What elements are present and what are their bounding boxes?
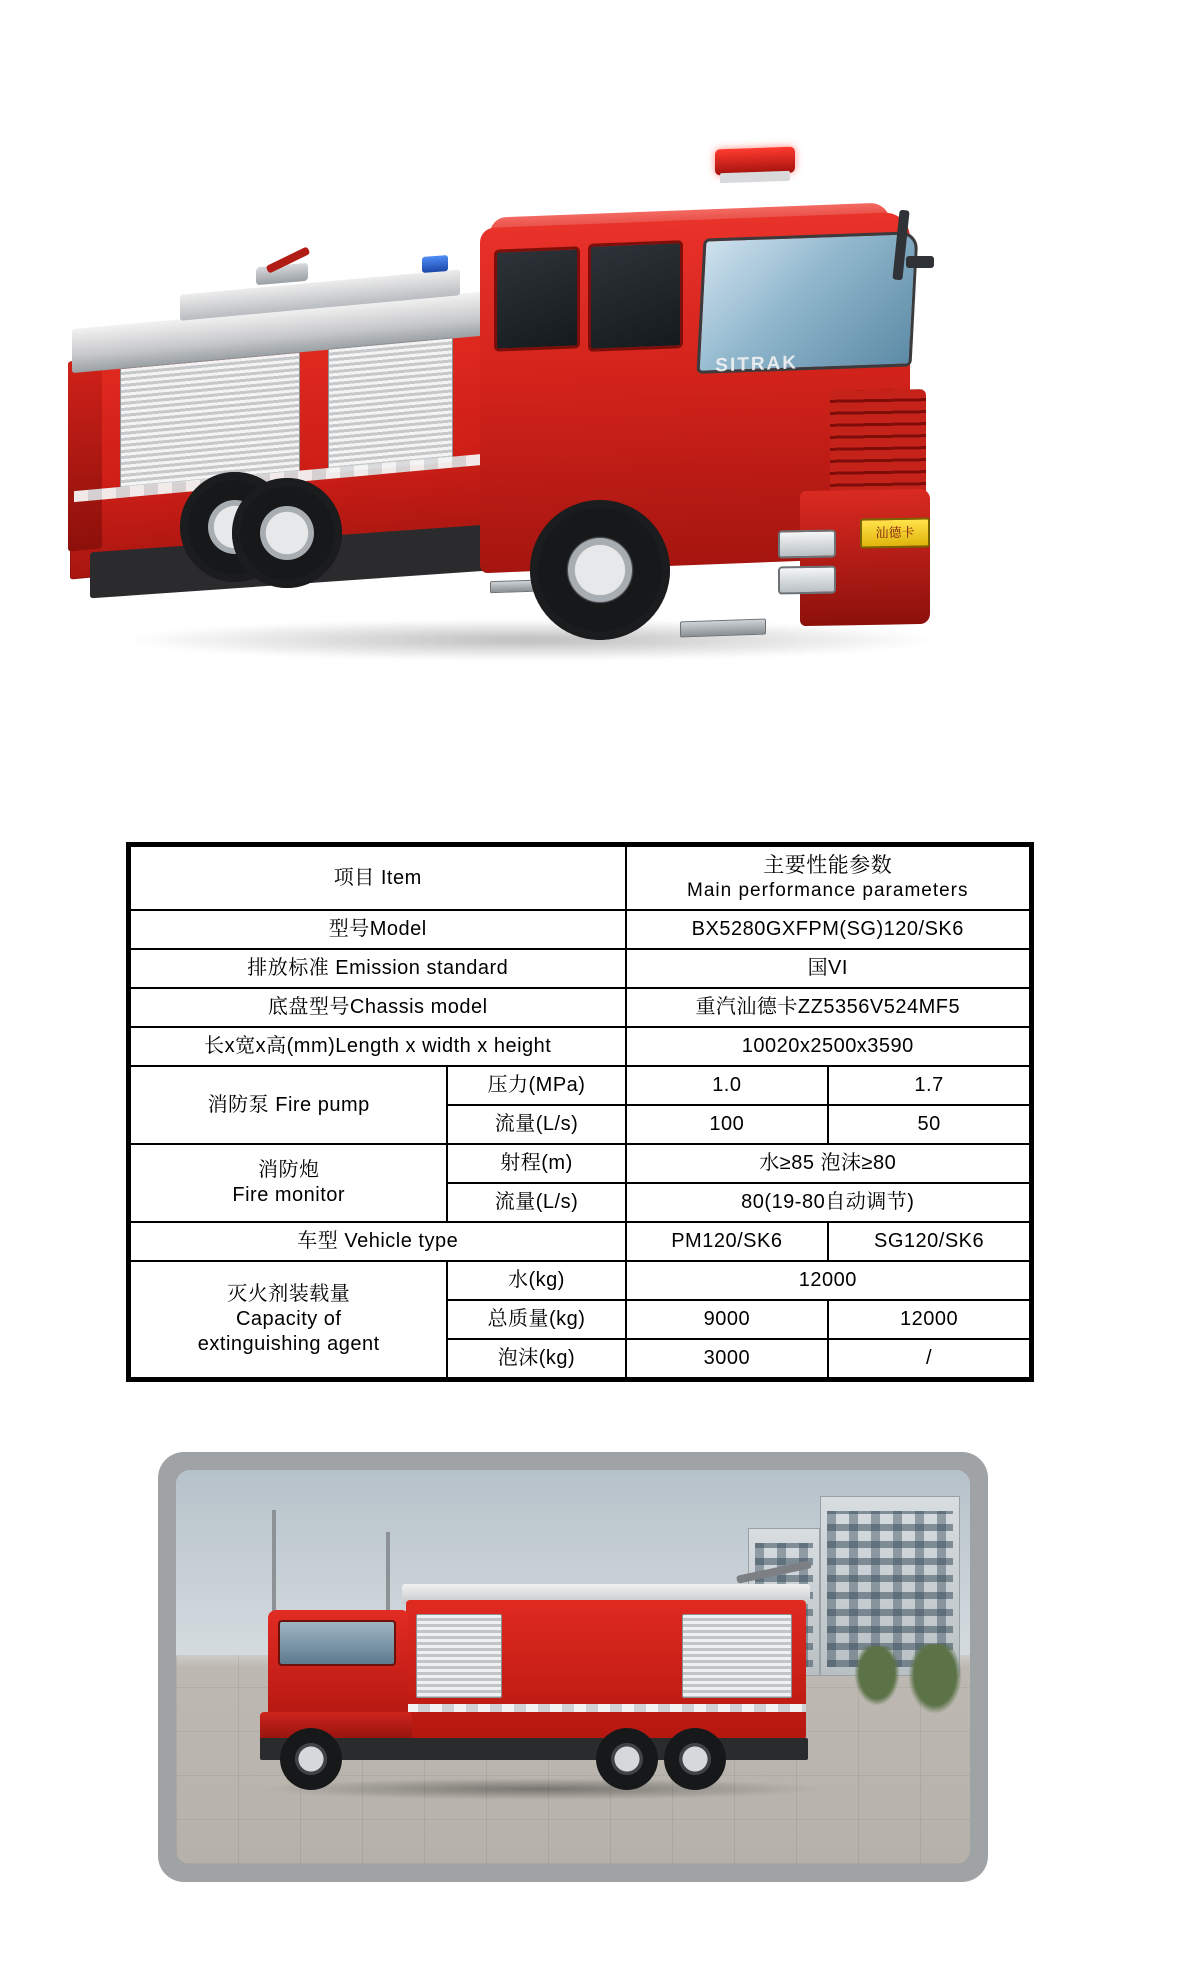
sub-label-monitor-range: 射程(m) <box>447 1144 625 1183</box>
cab-brand-text: SITRAK <box>715 352 798 377</box>
row-label-vehicle-type: 车型 Vehicle type <box>129 1222 626 1261</box>
side-mirror <box>906 256 934 268</box>
row-label-model: 型号Model <box>129 910 626 949</box>
spec-table-container <box>126 842 1034 1382</box>
photo-roller-shutter-1 <box>416 1614 502 1698</box>
row-label-fire-monitor <box>129 1144 448 1222</box>
photo-cab-window <box>278 1620 396 1666</box>
sub-label-pump-flow: 流量(L/s) <box>447 1105 625 1144</box>
license-plate: 汕德卡 <box>860 517 930 548</box>
photo-wheel-middle <box>596 1728 658 1790</box>
photo-wheel-rear <box>664 1728 726 1790</box>
sub-label-foam: 泡沫(kg) <box>447 1339 625 1380</box>
roller-shutter-right <box>328 337 453 473</box>
spec-table <box>126 842 1034 1382</box>
table-row-monitor-range <box>129 1144 1032 1183</box>
sub-label-total-mass: 总质量(kg) <box>447 1300 625 1339</box>
row-label-dimensions: 长x宽x高(mm)Length x width x height <box>129 1027 626 1066</box>
blue-beacon-icon <box>422 255 448 273</box>
table-row-vehicle-type <box>129 1222 1032 1261</box>
lightbar-base <box>720 171 790 183</box>
row-label-fire-pump: 消防泵 Fire pump <box>129 1066 448 1144</box>
table-row-header <box>129 845 1032 911</box>
wheel-hub-rear <box>260 506 314 560</box>
row-value-dimensions: 10020x2500x3590 <box>626 1027 1032 1066</box>
fire-monitor-label-en: Fire monitor <box>232 1184 346 1206</box>
capacity-label-en1: Capacity of <box>235 1308 342 1330</box>
background-tree-1 <box>908 1644 962 1714</box>
value-vehicle-type-2: SG120/SK6 <box>828 1222 1031 1261</box>
value-vehicle-type-1: PM120/SK6 <box>626 1222 829 1261</box>
table-row-model <box>129 910 1032 949</box>
row-value-chassis: 重汽汕德卡ZZ5356V524MF5 <box>626 988 1032 1027</box>
sub-label-monitor-flow: 流量(L/s) <box>447 1183 625 1222</box>
bottom-photo <box>176 1470 970 1864</box>
truck-shadow <box>130 620 930 660</box>
value-foam-2: / <box>828 1339 1031 1380</box>
value-pump-flow-2: 50 <box>828 1105 1031 1144</box>
row-label-capacity <box>129 1261 448 1380</box>
row-label-chassis: 底盘型号Chassis model <box>129 988 626 1027</box>
headlight-lower <box>778 565 836 594</box>
sub-label-pump-pressure: 压力(MPa) <box>447 1066 625 1105</box>
roller-shutter-left <box>120 352 300 488</box>
photo-reflective-stripe <box>406 1704 806 1712</box>
fire-truck-illustration <box>60 60 1120 760</box>
photo-wheel-front <box>280 1728 342 1790</box>
sub-label-water: 水(kg) <box>447 1261 625 1300</box>
photo-fire-truck <box>216 1562 856 1812</box>
value-foam-1: 3000 <box>626 1339 829 1380</box>
table-row-dimensions <box>129 1027 1032 1066</box>
table-row-chassis <box>129 988 1032 1027</box>
value-pump-pressure-2: 1.7 <box>828 1066 1031 1105</box>
row-value-model: BX5280GXFPM(SG)120/SK6 <box>626 910 1032 949</box>
value-monitor-flow: 80(19-80自动调节) <box>626 1183 1032 1222</box>
photo-truck-shadow <box>256 1778 826 1800</box>
value-pump-flow-1: 100 <box>626 1105 829 1144</box>
hero-stage <box>60 60 1120 760</box>
photo-fire-monitor <box>736 1560 812 1584</box>
header-params-en: Main performance parameters <box>687 880 969 902</box>
value-total-mass-1: 9000 <box>626 1300 829 1339</box>
value-total-mass-2: 12000 <box>828 1300 1031 1339</box>
cab-side-window-front <box>588 240 683 352</box>
header-params-cn: 主要性能参数 <box>763 854 893 877</box>
photo-roller-shutter-2 <box>682 1614 792 1698</box>
front-step <box>680 618 766 637</box>
front-grille <box>830 389 926 501</box>
header-params <box>626 845 1032 911</box>
table-row-emission <box>129 949 1032 988</box>
table-row-capacity-water <box>129 1261 1032 1300</box>
table-row-fire-pump-pressure <box>129 1066 1032 1105</box>
capacity-label-cn: 灭火剂装载量 <box>227 1283 351 1305</box>
header-item-label: 项目 Item <box>129 845 626 911</box>
truck-rear-panel <box>68 359 102 552</box>
headlight-upper <box>778 529 836 558</box>
fire-monitor-label-cn: 消防炮 <box>257 1159 320 1181</box>
hero-product-image <box>0 0 1177 820</box>
value-pump-pressure-1: 1.0 <box>626 1066 829 1105</box>
background-tree-2 <box>854 1646 900 1706</box>
value-water: 12000 <box>626 1261 1032 1300</box>
row-value-emission: 国VI <box>626 949 1032 988</box>
cab-side-window-rear <box>494 246 580 351</box>
wheel-hub-front <box>568 538 632 602</box>
value-monitor-range: 水≥85 泡沫≥80 <box>626 1144 1032 1183</box>
bottom-photo-frame <box>158 1452 988 1882</box>
capacity-label-en2: extinguishing agent <box>197 1333 380 1355</box>
row-label-emission: 排放标准 Emission standard <box>129 949 626 988</box>
windshield <box>696 231 918 374</box>
